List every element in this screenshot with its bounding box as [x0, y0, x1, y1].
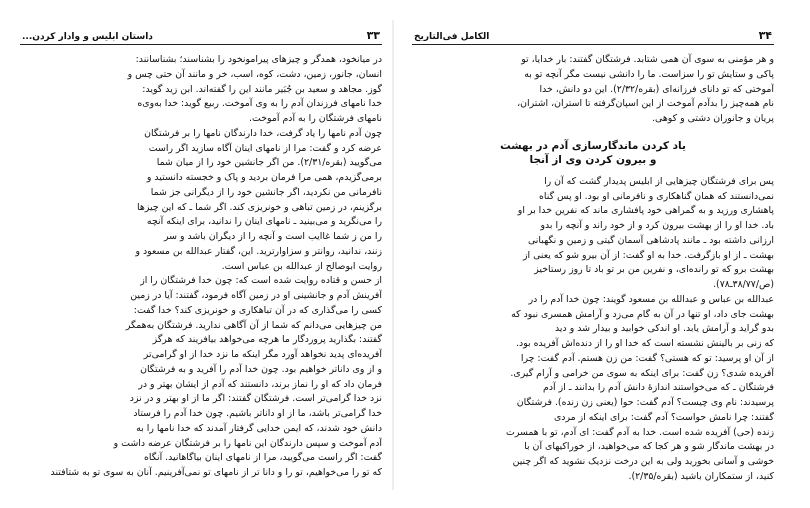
- text-line: در بهشت ماندگار شو و هر کجا که می‌خواهید، از خوراکیهای آن با: [524, 441, 774, 453]
- text-line: پس برای فرشتگان چیزهایی از ابلیس پدیدار گشت که آن را: [544, 175, 774, 187]
- text-line: آفریده شدی؟ زن گفت: برای اینکه به سوی من خرامی و آرام گیری.: [510, 367, 774, 379]
- left-running-title: داستان ابلیس و وادار کردن...: [22, 32, 153, 42]
- text-line: نزد خدا گرامی‌تر است. فرشتگان گفتند: اگر ما از او بهتر و در نزد: [129, 393, 382, 405]
- text-line: روایت ابوصالح از عبدالله بن عباس است.: [221, 260, 382, 272]
- text-line: کسی را می‌گذاری که در آن تباهکاری و خونریزی کند؟ خدا گفت:: [133, 304, 382, 316]
- text-line: چون آدم نامها را یاد گرفت، خدا دارندگان نامها را بر فرشتگان: [144, 127, 382, 139]
- text-line: می‌گویید (بقره/۲/۳۱). من اگر جانشین خود را از میان شما: [156, 157, 382, 169]
- text-line: من چیزهایی می‌دانم که شما از آن آگاهی ندارید. فرشتگان به‌همگر: [125, 319, 382, 331]
- text-line: آدم آموخت و سپس دارندگان این نامها را بر فرشتگان عرضه داشت و: [113, 437, 382, 449]
- text-line: گفت: اگر راست می‌گویید، مرا از نامهای اینان بیاگاهانید. آنگاه: [144, 452, 382, 464]
- text-line: عرضه کرد و گفت: مرا از نامهای اینان آگاه سازید اگر راست: [148, 142, 382, 154]
- left-page-header: [20, 26, 382, 45]
- text-line: پریان و جانوران دشتی و کوهی.: [652, 113, 774, 124]
- text-line: بدو گراید و آرامش یابد. او اندکی خوابید و بیدار شد و دید: [555, 323, 774, 335]
- text-line: نام همه‌چیز را بدآدم آموخت از این اسپان‌گرفته تا استران، اشتران،: [517, 98, 774, 110]
- text-line: را می‌نگرید و می‌بینید ـ نامهای اینان را ندانید، برای اینکه آنچه: [146, 216, 382, 228]
- text-line: از آن او پرسید: تو که هستی؟ گفت: من زن هستم. آدم گفت: چرا: [520, 352, 774, 364]
- section-heading: [412, 139, 774, 167]
- text-line: نافرمانی من نکردید، اگر جانشین خود را از دیگرانی جز شما: [150, 186, 382, 198]
- text-line: باد. خدا او را از بهشت بیرون کرد و از خود راند و آنچه را بدو: [540, 220, 774, 231]
- text-line: فرمان داد که او را نماز برند، دانستند که آدم از ایشان بهتر و در: [138, 378, 382, 390]
- left-page-number: ۳۳: [366, 29, 380, 42]
- book-gutter: [392, 20, 394, 490]
- text-line: برگزینم، در زمین تباهی و خونریزی کند. اگر شما ـ که این چیزها: [137, 201, 382, 213]
- paragraph: [412, 53, 774, 127]
- paragraph: [20, 127, 382, 275]
- text-line: که زنی بر بالینش نشسته است که خدا او را از دنده‌اش آفریده بود.: [516, 338, 774, 349]
- text-line: آفرینش آدم و جانشینی او در زمین آگاه فرمود، گفتند: آیا در زمین: [130, 290, 382, 301]
- left-page: [20, 26, 382, 488]
- text-line: زنند، ندانید، روانتر و سزاوارترید. این، گفتار عبدالله بن مسعود و: [135, 245, 382, 257]
- text-line: نمی‌دانستند که همان گناهکاری و نافرمانی او بود. او پس گناه: [538, 190, 774, 202]
- text-line: (ص/۳۸/۷۷ـ۷۸).: [713, 279, 774, 290]
- text-line: انسان، جانور، زمین، دشت، کوه، اسب، خر و مانند آن حتی چس و: [127, 68, 382, 80]
- text-line: خدا نامهای فرزندان آدم را به وی آموخت. ربیع گوید: خدا به‌وی‌ه: [137, 98, 382, 110]
- text-line: را من ز شما غاایب است و آنچه را از دیگران باشد و سر: [163, 231, 382, 242]
- text-line: و از وی داناتر خواهیم بود. چون خدا آدم را آفرید و به فرشتگان: [140, 363, 382, 375]
- right-page-body: [412, 45, 774, 485]
- right-page-number: ۳۴: [758, 29, 772, 42]
- text-line: فرشتگان ـ که می‌خواستند اندازهٔ دانش آدم را بدانند ـ از آدم: [543, 382, 774, 394]
- text-line: آموختی که تو دانای فرزانه‌ای (بقره/۲/۳۲). این دو دانش، خدا: [539, 83, 774, 95]
- text-line: از حسن و قتاده روایت شده است که: چون خدا فرشتگان را از: [140, 275, 382, 287]
- text-line: زنده (حی) آفریده شده است. خدا به آدم گفت: ای آدم، تو با همسرت: [506, 426, 774, 438]
- paragraph: [20, 274, 382, 481]
- section-heading-line: یاد کردن ماندگارسازی آدم در بهشت: [500, 139, 686, 152]
- text-line: گوز. مجاهد و سعید بن جُبَیر مانند این را گفته‌اند. ابن زید گوید:: [142, 83, 382, 95]
- text-line: خوشی و آسانی بخورید ولی به این درخت نزدیک نشوید که اگر چنین: [512, 456, 774, 467]
- text-line: گفتند: بگذارید پروردگار ما هرچه می‌خواهد بیافریند که هرگز: [152, 334, 382, 346]
- paragraph: [412, 175, 774, 293]
- text-line: برمی‌گزیدم، همی مرا فرمان بردید و پاک و خجسته دانستید و: [146, 172, 382, 183]
- text-line: عبدالله بن عباس و عبدالله بن مسعود گویند: چون خدا آدم را در: [528, 293, 774, 305]
- text-line: پاهشاری ورزید و به گمراهی خود پافشاری ماند که نفرین خدا بر او: [517, 205, 774, 217]
- paragraph: [20, 53, 382, 127]
- text-line: ارزانی داشته بود ـ مانند پادشاهی آسمان گیتی و زمین و نگهبانی: [527, 234, 774, 246]
- right-running-title: الکامل فی‌التاریخ: [414, 32, 490, 42]
- text-line: بهشت برو که تو رانده‌ای، و نفرین من بر تو باد تا روز رستاخیز: [534, 264, 774, 276]
- text-line: بهشت جای داد، او تنها در آن به گام می‌زد و آرامش همسری نبود که: [511, 308, 774, 320]
- text-line: آفریده‌ای پدید نخواهد آورد مگر اینکه ما نزد خدا از او گرامی‌تر: [143, 349, 382, 360]
- paragraph: [412, 293, 774, 485]
- text-line: دانش خود شدند، که ایمن خدایی گرفتار آمدند که خدا نامها را به: [136, 422, 382, 434]
- right-page-header: [412, 26, 774, 45]
- text-line: پرسیدند: نام وی چیست؟ آدم گفت: حوا (یعنی زن زنده). فرشتگان: [516, 397, 774, 408]
- text-line: که تو را می‌خواهیم، تو را و دانا تر از نامهای تو نمی‌آفرینیم. آنان به سوی تو به شتافتند: [50, 467, 382, 478]
- text-line: گفتند: چرا نامش حواست؟ آدم گفت: برای اینکه از مردی: [553, 411, 774, 423]
- text-line: و هر مؤمنی به سوی آن همی شتابد. فرشتگان گفتند: بار خدایا، تو: [521, 54, 774, 65]
- right-page: [412, 26, 774, 488]
- text-line: پاکی و ستایش تو را سزاست. ما را دانشی نیست مگر آنچه تو به: [524, 68, 774, 80]
- text-line: کنید، از ستمکاران باشید (بقره/۲/۳۵).: [628, 470, 774, 482]
- text-line: نامهای فرشتگان را به آدم آموخت.: [249, 113, 382, 124]
- text-line: در میانخود، همدگر و چیزهای پیرامونخود را بشناسند؛ بشناسانند:: [135, 54, 382, 65]
- text-line: بهشت ـ از او بازگرفت. خدا به او گفت: از آن بیرو شو که یعنی از: [522, 249, 774, 261]
- left-page-body: [20, 45, 382, 481]
- section-heading-line: و بیرون کردن وی از آنجا: [529, 153, 657, 166]
- text-line: خدا گرامی‌تر باشد، ما از او داناتر باشیم. چون خدا آدم را فرستاد: [133, 408, 382, 419]
